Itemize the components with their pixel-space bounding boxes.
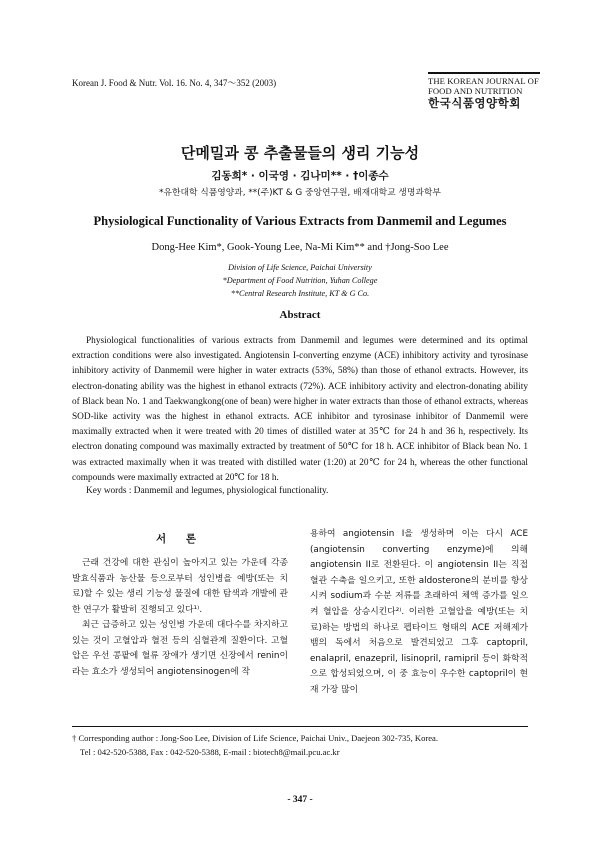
section-heading-introduction: 서 론 <box>156 533 204 545</box>
footnote-contact: Tel : 042-520-5388, Fax : 042-520-5388, E-mail : biotech8@mail.pcu.ac.kr <box>80 747 340 757</box>
abstract-heading: Abstract <box>279 309 321 321</box>
affiliation-english-3: **Central Research Institute, KT & G Co. <box>230 289 370 298</box>
affiliation-korean: *유한대학 식품영양과, **(주)KT & G 중앙연구원, 배재대학교 생명과학부 <box>159 188 441 198</box>
authors-korean: 김동희* · 이국영 · 김나미** · †이종수 <box>211 170 389 182</box>
footnote <box>72 731 438 759</box>
footnote-rule <box>72 726 528 727</box>
intro-paragraph-1: 근래 건강에 대한 관심이 높아지고 있는 가운데 각종 발효식품과 농산물 등으로부터 성인병을 예방(또는 치료)할 수 있는 생리 기능성 물질에 대한 탐색과 개발에 관한 연구가 활발히 진행되고 있다¹⁾. <box>72 558 288 615</box>
intro-paragraph-right: 용하여 angiotensin I을 생성하며 이는 다시 ACE (angiotensin converting enzyme)에 의해 angiotensin II로 전환된다. 이 angiotensin II는 직접 혈관 수축을 일으키고, 또한 aldosterone의 분비를 항상시켜 sodium과 수분 저류를 초래하여 체액 증가를 일으켜 혈압을 상승시킨다²⁾. 이러한 고혈압을 예방(또는 치료)하는 방법의 하나로 펩타이드 형태의 ACE 저해제가 뱀의 독에서 처음으로 발견되었고 그후 captopril, enalapril, enazepril, lisinopril, ramipril 등이 화학적으로 합성되었으며, 이 중 효능이 우수한 captopril이 현재 가장 많이 <box>310 529 528 695</box>
affiliation-english-2: *Department of Food Nutrition, Yuhan College <box>222 276 378 285</box>
journal-name-line2: FOOD AND NUTRITION <box>428 86 523 96</box>
abstract-text: Physiological functionalities of various extracts from Danmemil and legumes were determined and its optimal extraction conditions were also investigated. Angiotensin I-converting enzyme (ACE) inhibitory activity and tyrosinase inhibitory activity of Danmemil were higher in water extracts (53%, 58%) than those of ethanol extracts. However, its electron-donating ability was the highest in ethanol extracts (72%). ACE inhibitory activity and electron-donating ability of Black bean No. 1 and Taekwangkong(one of bean) were higher in water extracts than those of ethanol extracts, whereas SOD-like activity was the highest in ethanol extracts. ACE inhibitor and tyrosinase inhibitor of Danmemil were maximally extracted when it were treated with 20 times of distilled water at 35℃ for 24 h and 36 h, respectively. Its electron donating compound was maximally extracted by treatment of 50℃ for 18 h. ACE inhibitor of Black bean No. 1 was extracted maximally when it was treated with distilled water (1:20) at 20℃ for 24 h, whereas the other functional compounds were maximally extracted at 20℃ for 18 h. <box>72 336 528 483</box>
title-korean: 단메밀과 콩 추출물들의 생리 기능성 <box>180 144 420 162</box>
footnote-corresponding-author: † Corresponding author : Jong-Soo Lee, Division of Life Science, Paichai Univ., Daejeon 302-735, Korea. <box>72 733 439 743</box>
journal-name-korean: 한국식품영양학회 <box>428 96 521 110</box>
journal-masthead <box>428 72 540 111</box>
masthead-rule <box>428 72 540 74</box>
intro-paragraph-2: 최근 급증하고 있는 성인병 가운데 대다수를 차지하고 있는 것이 고혈압과 혈전 등의 심혈관계 질환이다. 고혈압은 우선 콩팥에 혈류 장애가 생기면 신장에서 renin이라는 효소가 생성되어 angiotensinogen에 작 <box>72 620 288 677</box>
keywords: Key words : Danmemil and legumes, physiological functionality. <box>86 486 329 496</box>
authors-english: Dong-Hee Kim*, Gook-Young Lee, Na-Mi Kim** and †Jong-Soo Lee <box>151 242 449 253</box>
citation-line: Korean J. Food & Nutr. Vol. 16. No. 4, 347～352 (2003) <box>72 78 277 88</box>
affiliation-english-1: Division of Life Science, Paichai University <box>228 263 372 272</box>
title-english: Physiological Functionality of Various Extracts from Danmemil and Legumes <box>93 214 507 228</box>
journal-name-line1: THE KOREAN JOURNAL OF <box>428 76 539 86</box>
page-number: - 347 - <box>287 795 313 805</box>
